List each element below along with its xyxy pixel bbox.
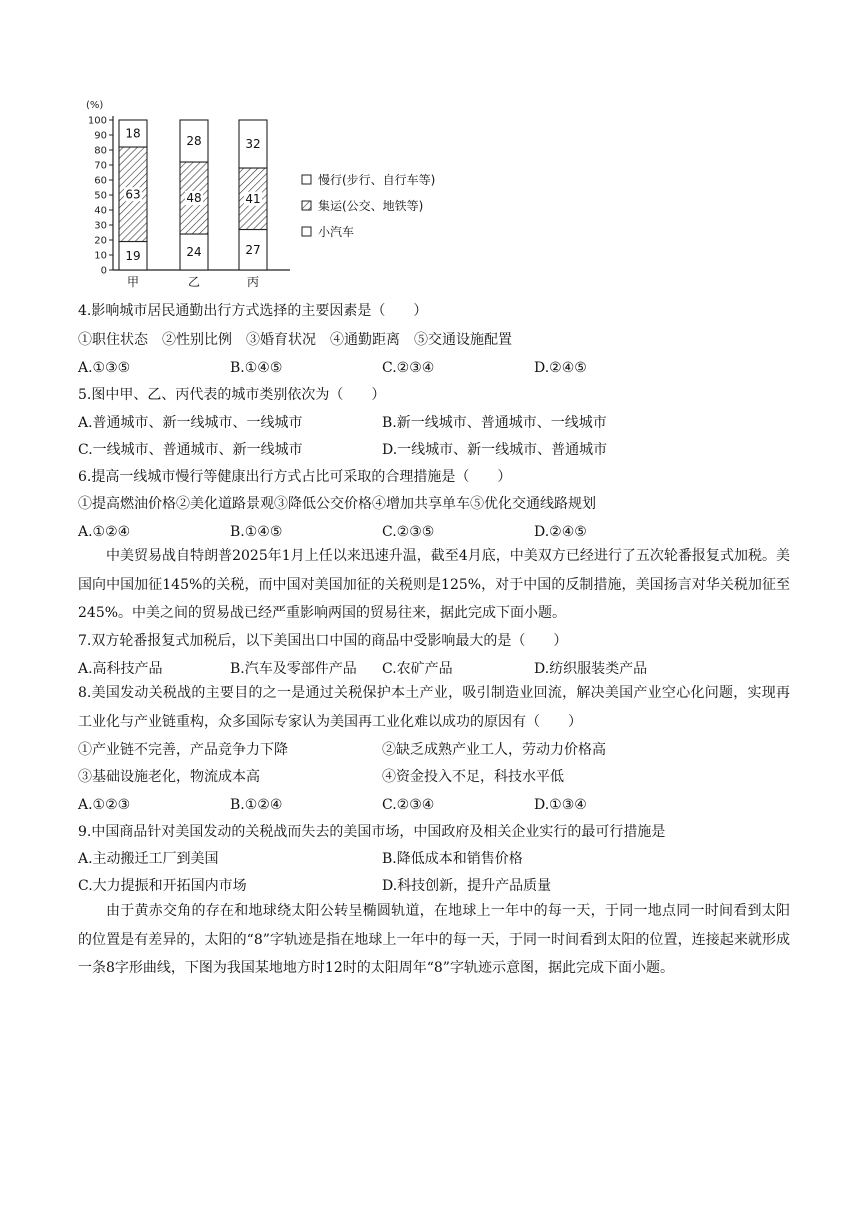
q8-statement-1: ①产业链不完善，产品竞争力下降 (78, 742, 288, 758)
q8-option-d[interactable]: D.①③④ (534, 797, 587, 813)
q8-statement-4: ④资金投入不足，科技水平低 (382, 769, 564, 785)
question-4-stem: 4.影响城市居民通勤出行方式选择的主要因素是（ ） (78, 303, 428, 319)
question-5-stem: 5.图中甲、乙、丙代表的城市类别依次为（ ） (78, 387, 386, 403)
q4-option-d[interactable]: D.②④⑤ (534, 360, 587, 376)
y-tick-label: 0 (100, 265, 107, 277)
q6-option-c[interactable]: C.②③⑤ (382, 524, 435, 540)
y-tick-label: 100 (87, 115, 107, 127)
legend-swatch (302, 227, 311, 236)
question-6-statements: ①提高燃油价格②美化道路景观③降低公交价格④增加共享单车⑤优化交通线路规划 (78, 496, 596, 512)
q7-option-a[interactable]: A.高科技产品 (78, 661, 163, 677)
q9-option-c[interactable]: C.大力提振和开拓国内市场 (78, 878, 247, 894)
y-axis-unit-label: (%) (86, 100, 104, 111)
data-label: 28 (186, 134, 202, 148)
y-tick-label: 90 (94, 130, 107, 142)
x-tick-label: 乙 (187, 275, 201, 289)
y-tick-label: 30 (94, 220, 107, 232)
question-7-stem: 7.双方轮番报复式加税后，以下美国出口中国的商品中受影响最大的是（ ） (78, 633, 568, 649)
question-4-statements: ①职住状态 ②性别比例 ③婚育状况 ④通勤距离 ⑤交通设施配置 (78, 332, 512, 348)
trade-war-passage: 中美贸易战自特朗普2025年1月上任以来迅速升温，截至4月底，中美双方已经进行了五次轮番报复式加税。美国向中国加征145%的关税，而中国对美国加征的关税则是125%，对于中国的反制措施，美国扬言对华关税加征至245%。中美之间的贸易战已经严重影响两国的贸易往来，据此完成下面小题。 (78, 548, 790, 621)
q6-option-b[interactable]: B.①④⑤ (230, 524, 283, 540)
x-tick-label: 甲 (126, 275, 140, 289)
y-tick-label: 70 (94, 160, 107, 172)
y-tick-label: 40 (94, 205, 107, 217)
y-tick-label: 80 (94, 145, 107, 157)
q7-option-b[interactable]: B.汽车及零部件产品 (230, 661, 357, 677)
q4-option-b[interactable]: B.①④⑤ (230, 360, 283, 376)
data-label: 63 (125, 187, 141, 202)
legend-swatch (302, 175, 311, 184)
q8-statement-3: ③基础设施老化，物流成本高 (78, 769, 260, 785)
q8-option-a[interactable]: A.①②③ (78, 797, 131, 813)
q9-option-b[interactable]: B.降低成本和销售价格 (382, 851, 523, 867)
y-tick-label: 60 (94, 175, 107, 187)
analemma-passage: 由于黄赤交角的存在和地球绕太阳公转呈椭圆轨道，在地球上一年中的每一天，于同一地点同一时间看到太阳的位置是有差异的，太阳的“8”字轨迹是指在地球上一年中的每一天，于同一时间看到太阳的位置，连接起来就形成一条8字形曲线，下图为我国某地地方时12时的太阳周年“8”字轨迹示意图，据此完成下面小题。 (78, 903, 790, 976)
q5-option-a[interactable]: A.普通城市、新一线城市、一线城市 (78, 415, 303, 431)
data-label: 48 (186, 191, 202, 205)
y-tick-label: 10 (94, 250, 107, 262)
legend-label: 集运(公交、地铁等) (318, 199, 424, 213)
q9-option-a[interactable]: A.主动搬迁工厂到美国 (78, 851, 219, 867)
q8-option-b[interactable]: B.①②④ (230, 797, 283, 813)
q5-option-c[interactable]: C.一线城市、普通城市、新一线城市 (78, 442, 303, 458)
q4-option-c[interactable]: C.②③④ (382, 360, 435, 376)
q4-option-a[interactable]: A.①③⑤ (78, 360, 131, 376)
question-9-stem: 9.中国商品针对美国发动的关税战而失去的美国市场，中国政府及相关企业实行的最可行措施是 (78, 824, 666, 840)
q7-option-c[interactable]: C.农矿产品 (382, 661, 453, 677)
legend-label: 慢行(步行、自行车等) (318, 173, 436, 187)
y-tick-label: 20 (94, 235, 107, 247)
data-label: 24 (186, 245, 202, 259)
x-tick-label: 丙 (246, 275, 260, 289)
data-label: 41 (245, 191, 261, 206)
q7-option-d[interactable]: D.纺织服装类产品 (534, 661, 648, 677)
question-8-stem: 8.美国发动关税战的主要目的之一是通过关税保护本土产业，吸引制造业回流，解决美国产业空心化问题，实现再工业化与产业链重构，众多国际专家认为美国再工业化难以成功的原因有（ ） (78, 685, 790, 730)
q8-statement-2: ②缺乏成熟产业工人，劳动力价格高 (382, 742, 606, 758)
q6-option-a[interactable]: A.①②④ (78, 524, 131, 540)
q8-option-c[interactable]: C.②③④ (382, 797, 435, 813)
question-6-stem: 6.提高一线城市慢行等健康出行方式占比可采取的合理措施是（ ） (78, 469, 512, 485)
data-label: 32 (245, 137, 261, 151)
q6-option-d[interactable]: D.②④⑤ (534, 524, 587, 540)
y-tick-label: 50 (94, 190, 107, 202)
q9-option-d[interactable]: D.科技创新，提升产品质量 (382, 878, 552, 894)
legend-label: 小汽车 (318, 225, 355, 239)
q5-option-d[interactable]: D.一线城市、新一线城市、普通城市 (382, 442, 608, 458)
data-label: 19 (125, 248, 141, 263)
q5-option-b[interactable]: B.新一线城市、普通城市、一线城市 (382, 415, 607, 431)
data-label: 27 (245, 242, 261, 257)
legend-swatch (302, 201, 311, 210)
data-label: 18 (125, 126, 141, 141)
stacked-bar-chart (70, 94, 490, 294)
